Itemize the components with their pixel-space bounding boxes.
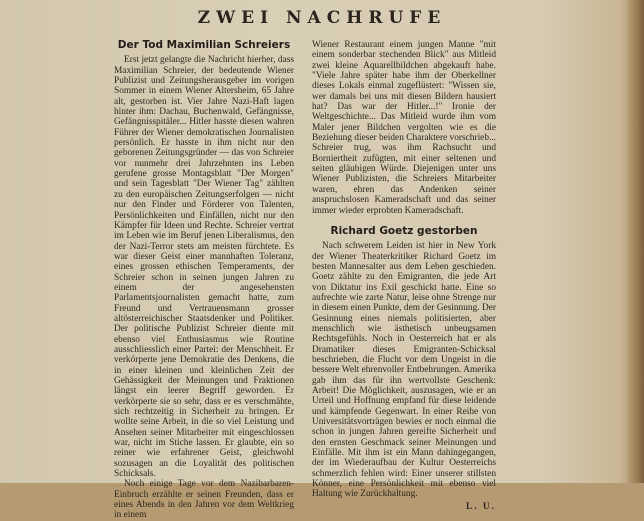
page-edge-shadow: [626, 0, 644, 483]
article-heading-schreier: Der Tod Maximilian Schreiers: [117, 39, 291, 51]
article-paragraph: Wiener Restaurant einem jungen Manne "mit einem sonderbar stechenden Blick" aus Mitleid zwei kleine Aquarellbildchen abgekauft habe. "Viele Jahre später habe ihm der Oberkellner dieses Lokals einmal zugeflüstert: "Wissen sie, wer damals bei uns mit diesen Bildern hausiert hat? Das war der Hitler...!" Ironie der Weltgeschichte... Das Mitleid wurde ihm vom Maler jener Bildchen vergolten wie es die Beziehung dieser beiden Charaktere vorschrieb... Schreier trug, was ihm Rachsucht und Borniertheit zufügten, mit einer seltenen und seiten gläubigen Würde. Diejenigen unter uns Wiener Publizisten, die Schreiers Mitarbeiter waren, ehren das Andenken seiner anspruchslosen Kameradschaft und das seiner immer wieder erprobten Kameradschaft.: [312, 40, 496, 216]
article-paragraph: Erst jetzt gelangte die Nachricht hierher, dass Maximilian Schreier, der bedeutende Wiener Publizist und Zeitungsherausgeber im vorigen Sommer in einem Wiener Altersheim, 65 Jahre alt, gestorben ist. Vier Jahre Nazi-Haft lagen hinter ihm: Dachau, Buchenwald, Gefängnisse, Gefängnisspitäler... Hitler hasste diesen wahren Führer der Wiener demokratischen Journalisten persönlich. Er hasste in ihm nicht nur den geborenen Zeitungsgründer — das von Schreier vor nunmehr drei Jahrzehnten ins Leben gerufene grosse Montagsblatt "Der Morgen" und sein Tagesblatt "Der Wiener Tag" zählten zu den europäischen Zeitungserfolgen — nicht nur den Finder und Förderer von Talenten, Persönlichkeiten und Einfällen, nicht nur den Kämpfer für Ideen und Rechte. Schreier vertrat im Leben wie im Beruf jenen Liberalismus, den der Nazi-Terror stets am meisten fürchtete. Es war dieser Geist einer mannhaften Toleranz, eines grossen ethischen Temperaments, der Schreier schon in seinen jungen Jahren zu einem der angesehensten Parlamentsjournalisten gemacht hatte, zum Freund und Vertrauensmann grosser altösterreichischer Staatsdenker und Politiker. Der politische Publizist Schreier diente mit ebenso viel Enthusiasmus wie Routine ausschliesslich einer Partei: der Menschheit. Er verkörperte jene Demokratie des Denkens, die in einer kleinen und kleinlichen Zeit der Gehässigkeit der Meinungen und Fraktionen längst ein leerer Begriff geworden. Er verkörperte sie so sehr, dass er es verschmähte, sich rechtzeitig in Sicherheit zu bringen. Er wollte seine Arbeit, in die so viel Leistung und Ansehen seiner Mitarbeiter mit eingeschlossen war, nicht im Stiche lassen. Er glaubte, ein so reiner wie erfahrener Geist, gleichwohl sozusagen an die Loyalität des politischen Schicksals.: [114, 55, 294, 480]
author-signature: L. U.: [466, 501, 496, 512]
page-title: ZWEI NACHRUFE: [197, 8, 447, 28]
article-paragraph: Noch einige Tage vor dem Nazibarbaren-Einbruch erzählte er seinen Freunden, dass er eines Abends in den Jahren vor dem Weltkrieg in einem: [114, 479, 294, 521]
article-heading-goetz: Richard Goetz gestorben: [330, 224, 478, 237]
column-left: [114, 40, 294, 521]
article-paragraph: Nach schwerem Leiden ist hier in New York der Wiener Theaterkritiker Richard Goetz im besten Mannesalter aus dem Leben geschieden. Goetz zählte zu den Emigranten, die jede Art von Diktatur ins Exil geschickt hatte. Eine so aufrechte wie zarte Natur, leise ohne Strenge nur in diesem einen Punkte, dem der Gesinnung. Der Gesinnung eines niemals politisierten, aber menschlich wie ästhetisch unbeugsamen Rechtsgefühls. Noch in Oesterreich hat er als Dramatiker dieses Emigranten-Schicksal beschrieben, die Flucht vor dem Ungeist in die bessere Welt ehrenvoller Entbehrungen. Amerika gab ihm das für ihn wertvollste Geschenk: Arbeit! Die Möglichkeit, auszusagen, wie er an Urteil und Hoffnung empfand für diese leidende und kämpfende Gegenwart. In einer Reihe von Universitätsvorträgen bewies er noch einmal die schon in jungen Jahren gereifte Sicherheit und den ernsten Geschmack seiner Meinungen und Einfälle. Mit ihm ist ein Mann dahingegangen, der im Wiederaufbau der Kultur Oesterreichs schmerzlich fehlen wird: Einer unserer stillsten Könner, eine Persönlichkeit mit ebenso viel Haltung wie Zurückhaltung.: [312, 241, 496, 500]
column-right: [312, 40, 496, 512]
